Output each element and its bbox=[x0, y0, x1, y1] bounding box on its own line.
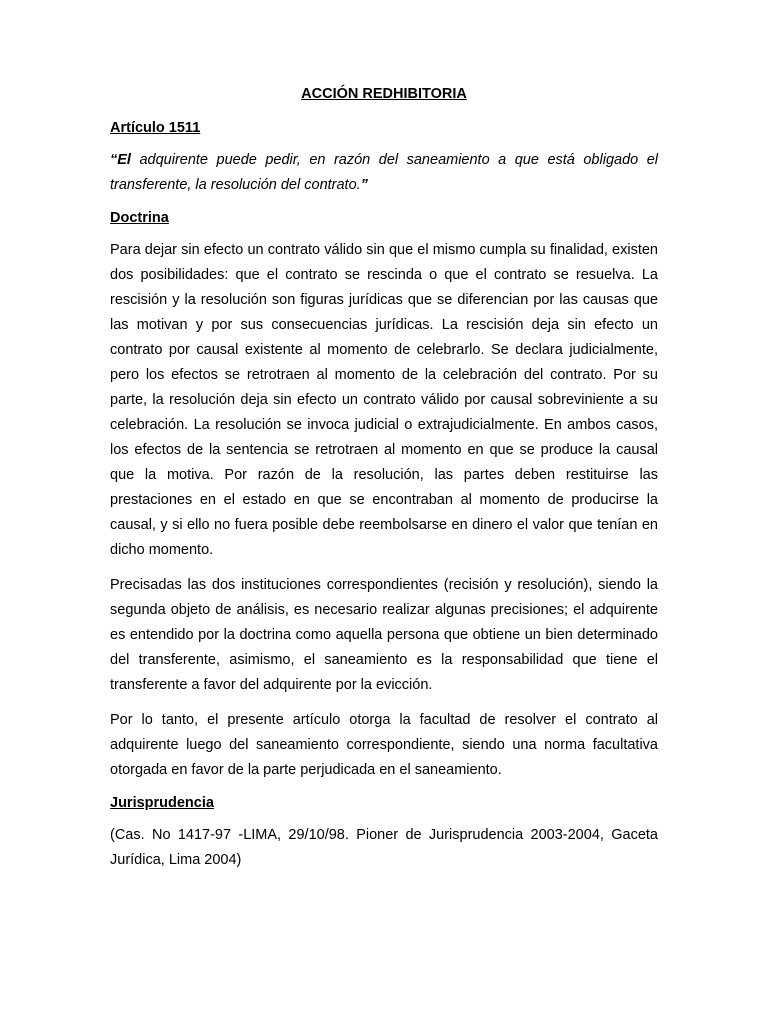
quote-lead-word: El bbox=[117, 152, 131, 168]
jurisprudencia-citation: (Cas. No 1417-97 -LIMA, 29/10/98. Pioner de Jurisprudencia 2003-2004, Gaceta Jurídica, Lima 2004) bbox=[110, 827, 658, 868]
jurisprudencia-heading: Jurisprudencia bbox=[110, 795, 214, 811]
quote-close-mark: ” bbox=[360, 177, 368, 193]
doctrina-paragraph-1: Para dejar sin efecto un contrato válido sin que el mismo cumpla su finalidad, existen dos posibilidades: que el contrato se rescinda o que el contrato se resuelva. La rescisión y la resolución son figuras jurídicas que se diferencian por las causas que las motivan y por sus consecuencias jurídicas. La rescisión deja sin efecto un contrato por causal existente al momento de celebrarlo. Se declara judicialmente, pero los efectos se retrotraen al momento de la celebración del contrato. Por su parte, la resolución deja sin efecto un contrato válido por causal sobreviniente a su celebración. La resolución se invoca judicial o extrajudicialmente. En ambos casos, los efectos de la sentencia se retrotraen al momento en que se produce la causal que la motiva. Por razón de la resolución, las partes deben restituirse las prestaciones en el estado en que se encontraban al momento de producirse la causal, y si ello no fuera posible debe reembolsarse en dinero el valor que tenían en dicho momento. bbox=[110, 242, 658, 558]
quote-text: adquirente puede pedir, en razón del saneamiento a que está obligado el transferente, la resolución del contrato. bbox=[110, 152, 658, 193]
article-quote bbox=[110, 148, 658, 198]
document-title: ACCIÓN REDHIBITORIA bbox=[301, 86, 467, 102]
article-heading: Artículo 1511 bbox=[110, 120, 201, 136]
doctrina-heading: Doctrina bbox=[110, 210, 169, 226]
doctrina-paragraph-2: Precisadas las dos instituciones correspondientes (recisión y resolución), siendo la segunda objeto de análisis, es necesario realizar algunas precisiones; el adquirente es entendido por la doctrina como aquella persona que obtiene un bien determinado del transferente, asimismo, el saneamiento es la responsabilidad que tiene el transferente a favor del adquirente por la evicción. bbox=[110, 577, 658, 693]
doctrina-paragraph-3: Por lo tanto, el presente artículo otorga la facultad de resolver el contrato al adquirente luego del saneamiento correspondiente, siendo una norma facultativa otorgada en favor de la parte perjudicada en el saneamiento. bbox=[110, 712, 658, 778]
quote-open-mark: “ bbox=[110, 152, 118, 168]
